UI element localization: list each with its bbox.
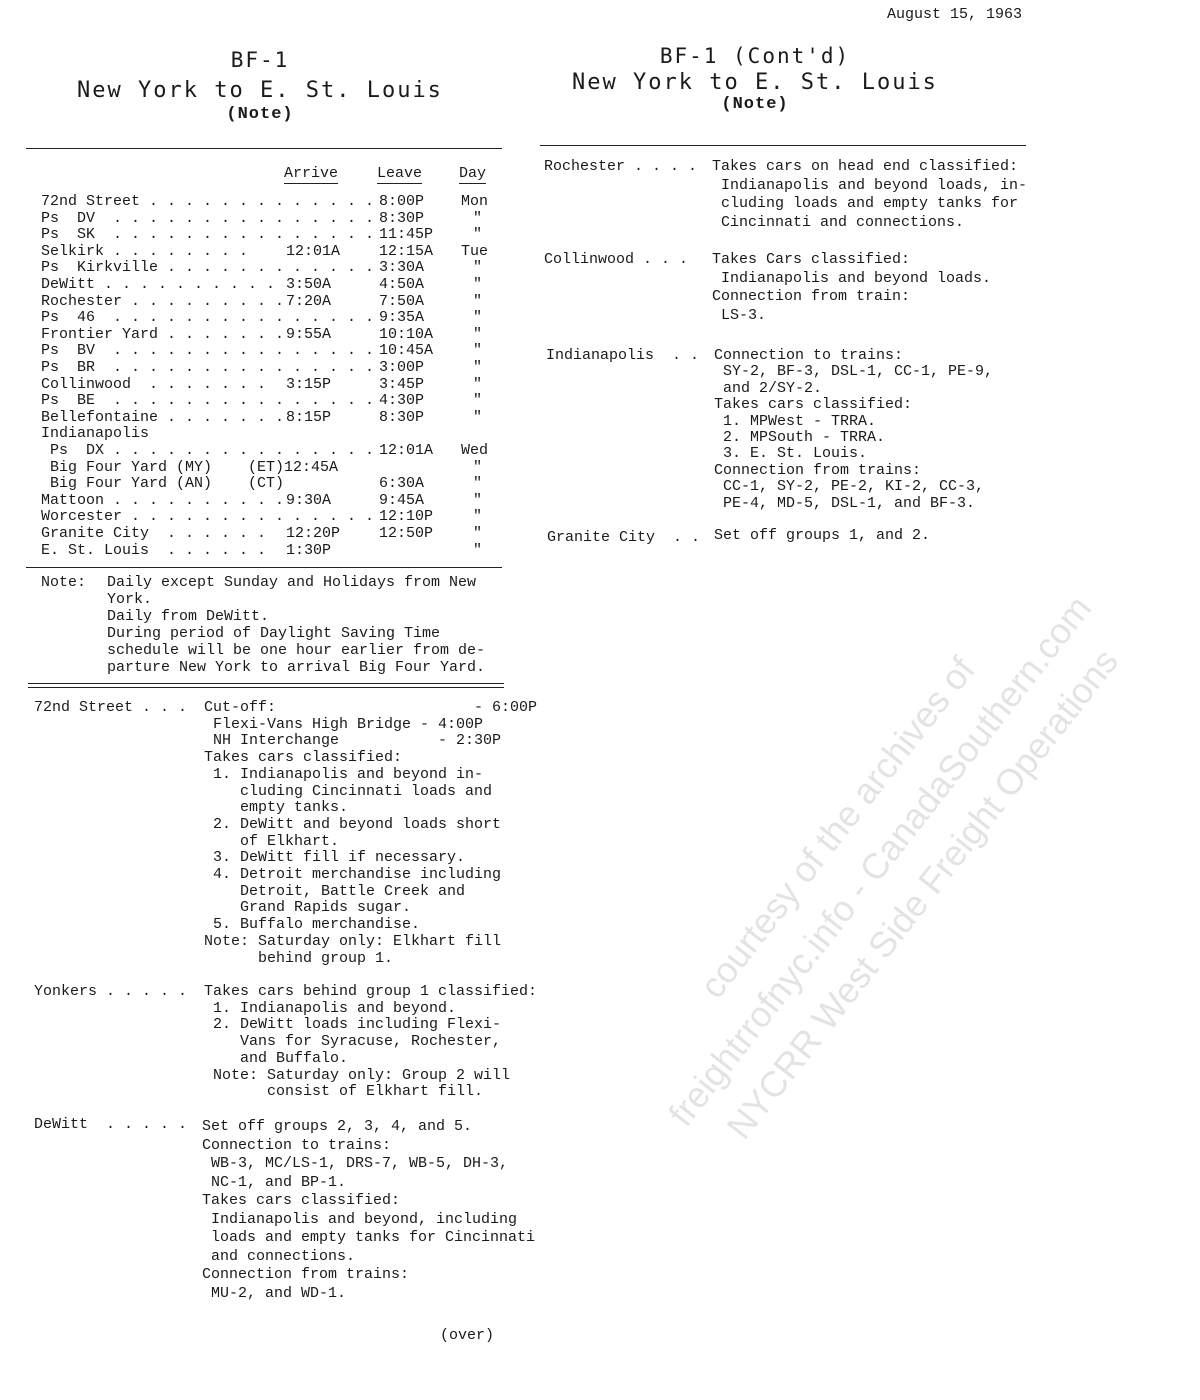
station-label: Granite City . . . . . . xyxy=(41,525,267,542)
document-date: August 15, 1963 xyxy=(887,6,1023,23)
stop-label: Collinwood . . . xyxy=(544,251,689,268)
day-value: " xyxy=(473,292,483,310)
arrive-time: 3:50A xyxy=(286,276,332,293)
stop-label: 72nd Street . . . xyxy=(34,699,188,716)
leave-time: 12:10P xyxy=(379,508,434,526)
stop-line: consist of Elkhart fill. xyxy=(204,1083,484,1101)
stop-line: of Elkhart. xyxy=(204,832,340,850)
note-line: During period of Daylight Saving Time xyxy=(107,625,441,642)
note-rule-1 xyxy=(28,683,504,684)
note-label: Note: xyxy=(41,574,87,591)
stop-label: DeWitt . . . . . xyxy=(34,1116,188,1133)
leave-time: 7:50A xyxy=(379,292,425,310)
stop-line: Set off groups 2, 3, 4, and 5. xyxy=(202,1118,473,1135)
arrive-time: (ET)12:45A xyxy=(248,458,339,476)
day-value: " xyxy=(473,408,483,426)
header-day: Day xyxy=(459,165,487,182)
arrive-time: 12:20P xyxy=(286,525,341,542)
station-label: Rochester . . . . . . . . . xyxy=(41,292,284,310)
station-label: 72nd Street . . . . . . . . . . . . . xyxy=(41,193,375,210)
stop-line: SY-2, BF-3, DSL-1, CC-1, PE-9, xyxy=(714,363,994,381)
leave-time: 3:45P xyxy=(379,375,425,393)
right-title-rule xyxy=(540,145,1026,146)
day-value: " xyxy=(473,458,483,476)
day-value: Mon xyxy=(461,193,489,210)
arrive-time: 8:15P xyxy=(286,408,332,426)
day-value: " xyxy=(473,508,483,526)
stop-line: Cincinnati and connections. xyxy=(712,213,965,231)
stop-line: WB-3, MC/LS-1, DRS-7, WB-5, DH-3, xyxy=(202,1155,509,1172)
note-line: Daily from DeWitt. xyxy=(107,608,270,625)
stop-line: Connection from trains: xyxy=(714,461,922,479)
station-label: Selkirk . . . . . . . . xyxy=(41,242,249,260)
arrive-time: 3:15P xyxy=(286,375,332,393)
day-value: " xyxy=(473,375,483,393)
stop-line: 2. DeWitt and beyond loads short xyxy=(204,815,502,833)
stop-line: Takes cars classified: xyxy=(204,749,403,767)
stop-line: loads and empty tanks for Cincinnati xyxy=(202,1229,536,1246)
stop-line: and 2/SY-2. xyxy=(714,379,823,397)
station-label: Ps Kirkville . . . . . . . . . . . . xyxy=(41,259,375,277)
stop-line: and connections. xyxy=(202,1247,356,1265)
watermark-text: courtesy of the archives of freightrrofnyc.info - CanadaSouthern.com NYCRR West Side Freight Operations xyxy=(660,587,1126,1147)
day-value: " xyxy=(473,541,483,559)
station-label: Bellefontaine . . . . . . . xyxy=(41,408,284,426)
station-label: E. St. Louis . . . . . . xyxy=(41,541,267,559)
leave-time: 6:30A xyxy=(379,475,425,493)
stop-line: 3. DeWitt fill if necessary. xyxy=(204,849,466,867)
stop-line: Indianapolis and beyond loads. xyxy=(712,269,992,287)
day-value: " xyxy=(473,525,483,542)
stop-line: cluding loads and empty tanks for xyxy=(712,195,1019,212)
stop-line: and Buffalo. xyxy=(204,1049,349,1067)
station-label: Big Four Yard (AN) xyxy=(41,475,213,493)
stop-label: Indianapolis . . xyxy=(546,347,700,364)
note-line: schedule will be one hour earlier from de- xyxy=(107,642,486,659)
leave-time: 12:15A xyxy=(379,242,434,260)
leave-time: 3:30A xyxy=(379,259,425,277)
station-label: Indianapolis xyxy=(41,425,150,443)
station-label: Ps BV . . . . . . . . . . . . . . . xyxy=(41,342,375,360)
leave-time: 12:01A xyxy=(379,442,434,459)
leave-time: 4:50A xyxy=(379,276,425,293)
day-value: " xyxy=(473,276,483,293)
left-title-note: (Note) xyxy=(226,105,294,124)
day-value: Wed xyxy=(461,442,489,459)
station-label: Ps DV . . . . . . . . . . . . . . . xyxy=(41,209,375,227)
left-title-route: New York to E. St. Louis xyxy=(77,78,443,103)
note-line: York. xyxy=(107,591,153,608)
day-value: " xyxy=(473,359,483,376)
stop-line: 3. E. St. Louis. xyxy=(714,445,868,463)
station-label: Ps DX . . . . . . . . . . . . . . . xyxy=(41,442,375,459)
right-title-note: (Note) xyxy=(721,95,789,114)
header-arrive: Arrive xyxy=(284,165,339,182)
stop-line: Takes Cars classified: xyxy=(712,251,911,268)
header-leave: Leave xyxy=(377,165,423,182)
right-title-route: New York to E. St. Louis xyxy=(572,70,938,95)
leave-time: 8:00P xyxy=(379,193,425,210)
day-value: " xyxy=(473,325,483,343)
leave-time: 12:50P xyxy=(379,525,434,542)
stop-line: PE-4, MD-5, DSL-1, and BF-3. xyxy=(714,494,976,512)
leave-time: 9:45A xyxy=(379,491,425,509)
stop-line: LS-3. xyxy=(712,306,767,324)
leave-time: 10:10A xyxy=(379,325,434,343)
arrive-time: 9:55A xyxy=(286,325,332,343)
left-title-rule xyxy=(26,148,502,149)
stop-line: Takes cars classified: xyxy=(714,396,913,414)
leave-time: 3:00P xyxy=(379,359,425,376)
stop-line: empty tanks. xyxy=(204,799,349,817)
left-title-code: BF-1 xyxy=(230,48,290,72)
day-value: " xyxy=(473,392,483,410)
arrive-time: 9:30A xyxy=(286,491,332,509)
stop-line: Detroit, Battle Creek and xyxy=(204,882,466,900)
note-rule-2 xyxy=(28,687,504,688)
arrive-time: (CT) xyxy=(248,475,285,493)
arrive-time: 7:20A xyxy=(286,292,332,310)
stop-line: Note: Saturday only: Elkhart fill xyxy=(204,932,502,950)
stop-line: MU-2, and WD-1. xyxy=(202,1284,347,1302)
station-label: Ps SK . . . . . . . . . . . . . . . xyxy=(41,226,375,244)
station-label: Mattoon . . . . . . . . . . xyxy=(41,491,284,509)
footer-over: (over) xyxy=(440,1327,495,1344)
stop-line: Cut-off: - 6:00P xyxy=(204,699,538,716)
day-value: " xyxy=(473,259,483,277)
stop-label: Yonkers . . . . . xyxy=(34,983,188,1000)
leave-time: 8:30P xyxy=(379,408,425,426)
stop-line: NH Interchange - 2:30P xyxy=(204,732,502,750)
leave-time: 8:30P xyxy=(379,209,425,227)
arrive-time: 1:30P xyxy=(286,541,332,559)
right-title-block xyxy=(545,44,965,114)
station-label: Ps BE . . . . . . . . . . . . . . . xyxy=(41,392,375,410)
station-label: Worcester . . . . . . . . . . . . . . xyxy=(41,508,375,526)
stop-line: Indianapolis and beyond loads, in- xyxy=(712,176,1028,194)
left-title-block xyxy=(40,48,480,124)
stop-line: Takes cars behind group 1 classified: xyxy=(204,983,538,1000)
stop-line: Connection from train: xyxy=(712,288,911,305)
stop-line: 4. Detroit merchandise including xyxy=(204,866,502,883)
station-label: Ps 46 . . . . . . . . . . . . . . . xyxy=(41,309,375,327)
stop-line: 2. DeWitt loads including Flexi- xyxy=(204,1016,502,1034)
stop-line: 5. Buffalo merchandise. xyxy=(204,916,421,934)
note-line: parture New York to arrival Big Four Yard. xyxy=(107,659,486,676)
day-value: " xyxy=(473,226,483,244)
schedule-rule xyxy=(26,567,502,568)
stop-line: Connection to trains: xyxy=(714,347,904,364)
stop-line: Connection from trains: xyxy=(202,1266,410,1283)
note-line: Daily except Sunday and Holidays from New xyxy=(107,574,477,591)
day-value: " xyxy=(473,342,483,360)
station-label: DeWitt . . . . . . . . . . xyxy=(41,276,276,293)
leave-time: 11:45P xyxy=(379,226,434,244)
stop-label: Granite City . . xyxy=(547,529,701,546)
stop-line: 1. Indianapolis and beyond in- xyxy=(204,765,484,783)
day-value: " xyxy=(473,475,483,493)
stop-line: Takes cars on head end classified: xyxy=(712,158,1019,175)
stop-line: Set off groups 1, and 2. xyxy=(714,527,931,544)
station-label: Frontier Yard . . . . . . . xyxy=(41,325,284,343)
stop-line: 1. Indianapolis and beyond. xyxy=(204,999,457,1017)
station-label: Collinwood . . . . . . . xyxy=(41,375,267,393)
arrive-time: 12:01A xyxy=(286,242,341,260)
stop-line: Vans for Syracuse, Rochester, xyxy=(204,1033,502,1051)
stop-line: CC-1, SY-2, PE-2, KI-2, CC-3, xyxy=(714,478,985,496)
leave-time: 10:45A xyxy=(379,342,434,360)
day-value: " xyxy=(473,309,483,327)
stop-line: Grand Rapids sugar. xyxy=(204,899,412,917)
stop-line: Flexi-Vans High Bridge - 4:00P xyxy=(204,715,484,733)
stop-line: Indianapolis and beyond, including xyxy=(202,1210,518,1228)
day-value: " xyxy=(473,209,483,227)
stop-line: Connection to trains: xyxy=(202,1136,392,1154)
stop-line: behind group 1. xyxy=(204,949,394,967)
stop-line: cluding Cincinnati loads and xyxy=(204,782,493,800)
stop-line: Takes cars classified: xyxy=(202,1192,401,1209)
leave-time: 9:35A xyxy=(379,309,425,327)
stop-line: NC-1, and BP-1. xyxy=(202,1173,347,1191)
stop-line: Note: Saturday only: Group 2 will xyxy=(204,1066,511,1084)
stop-line: 2. MPSouth - TRRA. xyxy=(714,429,886,446)
station-label: Big Four Yard (MY) xyxy=(41,458,213,476)
day-value: " xyxy=(473,491,483,509)
right-title-code: BF-1 (Cont'd) xyxy=(659,44,851,68)
stop-line: 1. MPWest - TRRA. xyxy=(714,412,877,430)
leave-time: 4:30P xyxy=(379,392,425,410)
station-label: Ps BR . . . . . . . . . . . . . . . xyxy=(41,359,375,376)
day-value: Tue xyxy=(461,242,489,260)
stop-label: Rochester . . . . xyxy=(544,158,698,175)
